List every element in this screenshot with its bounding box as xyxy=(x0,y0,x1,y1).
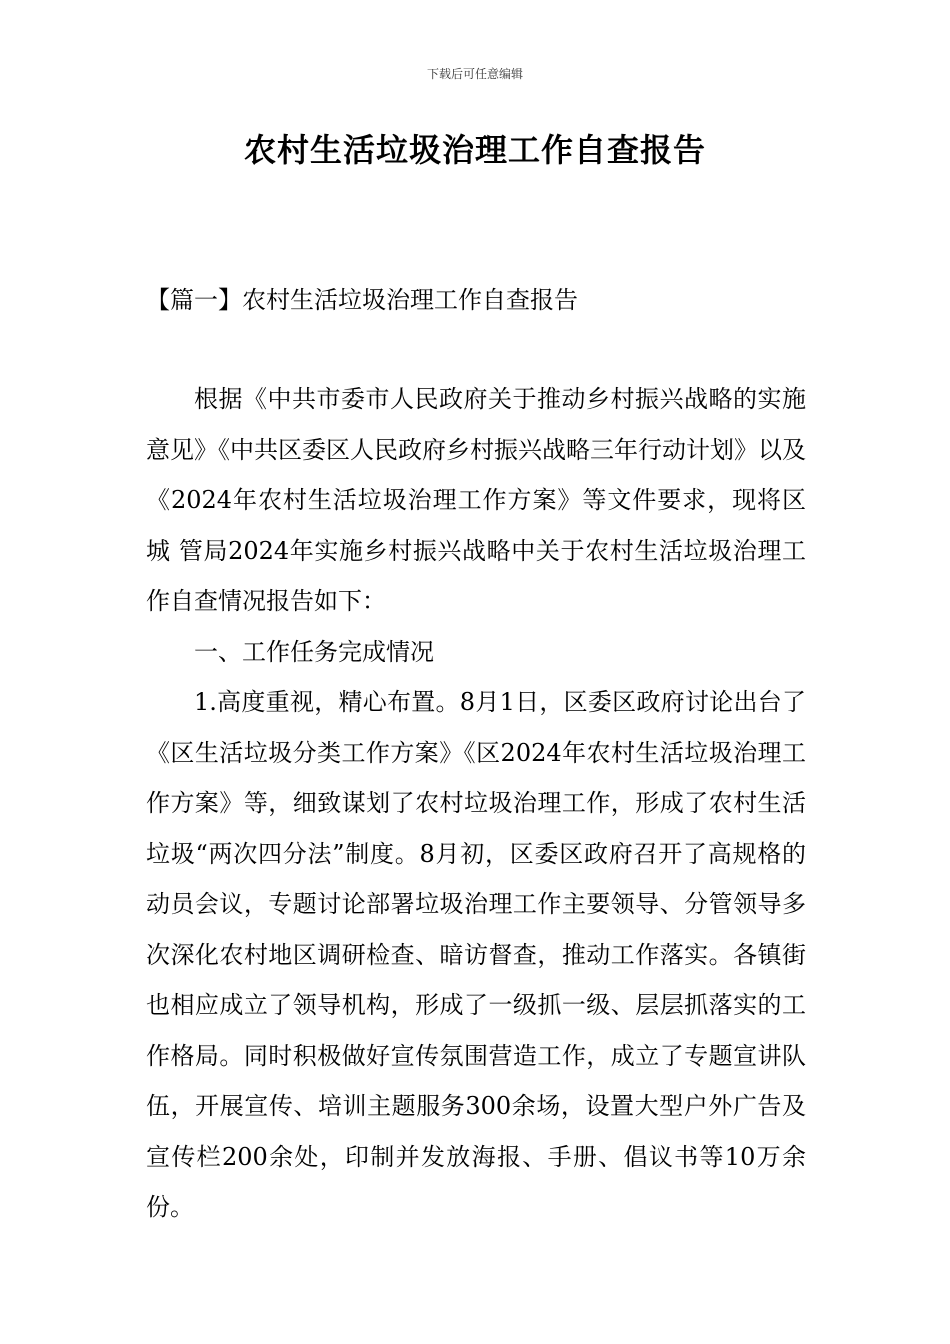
paragraph-intro: 根据《中共市委市人民政府关于推动乡村振兴战略的实施意见》《中共区委区人民政府乡村振兴战略三年行动计划》以及《2024年农村生活垃圾治理工作方案》等文件要求，现将区城 管局2024年实施乡村振兴战略中关于农村生活垃圾治理工作自查情况报告如下： xyxy=(146,385,806,615)
paragraph-subheading: 一、工作任务完成情况 xyxy=(194,637,434,666)
paragraph-item-1: 1.高度重视，精心布置。8月1日，区委区政府讨论出台了《区生活垃圾分类工作方案》《区2024年农村生活垃圾治理工作方案》等，细致谋划了农村垃圾治理工作，形成了农村生活垃圾“两次四分法”制度。8月初，区委区政府召开了高规格的动员会议，专题讨论部署垃圾治理工作主要领导、分管领导多次深化农村地区调研检查、暗访督查，推动工作落实。各镇街也相应成立了领导机构，形成了一级抓一级、层层抓落实的工作格局。同时积极做好宣传氛围营造工作，成立了专题宣讲队伍，开展宣传、培训主题服务300余场，设置大型户外广告及宣传栏200余处，印制并发放海报、手册、倡议书等10万余份。 xyxy=(146,688,806,1221)
header-note: 下载后可任意编辑 xyxy=(426,67,523,81)
document-title: 农村生活垃圾治理工作自查报告 xyxy=(243,131,706,169)
document-body xyxy=(146,374,806,1233)
section-heading: 【篇一】农村生活垃圾治理工作自查报告 xyxy=(146,286,578,314)
